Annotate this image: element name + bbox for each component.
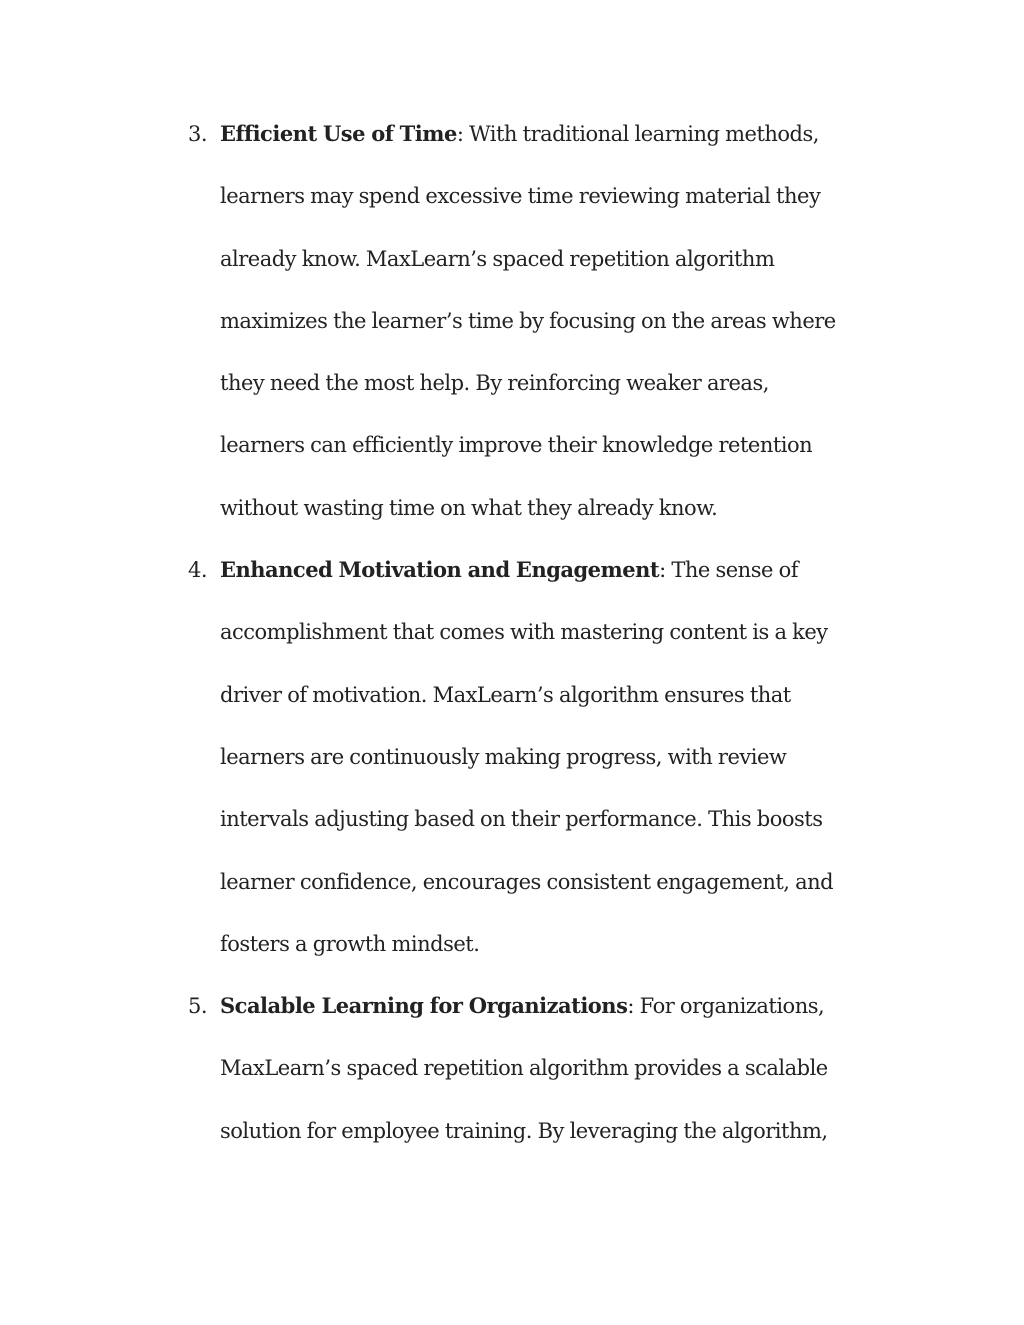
text-line: they need the most help. By reinforcing weaker areas, xyxy=(220,371,769,396)
text-line xyxy=(220,539,920,601)
text-line: accomplishment that comes with mastering content is a key xyxy=(220,620,828,645)
list-number: 4. xyxy=(188,558,208,583)
text-line xyxy=(220,975,920,1037)
list-item-body xyxy=(220,975,920,1162)
item-text: : For organizations, xyxy=(627,994,825,1019)
text-line: intervals adjusting based on their performance. This boosts xyxy=(220,807,823,832)
list-number: 3. xyxy=(188,122,208,146)
text-line: learners may spend excessive time reviewing material they xyxy=(220,184,821,209)
benefits-list xyxy=(0,103,1024,1162)
text-line: MaxLearn’s spaced repetition algorithm provides a scalable xyxy=(220,1056,828,1081)
text-line: already know. MaxLearn’s spaced repetition algorithm xyxy=(220,246,775,271)
text-line xyxy=(220,103,920,165)
text-line: solution for employee training. By leveraging the algorithm, xyxy=(220,1118,828,1143)
text-line: learners can efficiently improve their knowledge retention xyxy=(220,433,813,458)
text-line: learner confidence, encourages consistent engagement, and xyxy=(220,869,834,894)
text-line: maximizes the learner’s time by focusing on the areas where xyxy=(220,308,836,333)
text-line: without wasting time on what they already know. xyxy=(220,495,718,520)
item-term: Efficient Use of Time xyxy=(220,121,457,146)
text-line: fosters a growth mindset. xyxy=(220,931,480,956)
list-item xyxy=(0,103,1024,539)
list-number: 5. xyxy=(188,994,208,1019)
item-text: : With traditional learning methods, xyxy=(456,122,819,146)
text-line: driver of motivation. MaxLearn’s algorithm ensures that xyxy=(220,682,791,707)
item-term: Enhanced Motivation and Engagement xyxy=(220,557,660,583)
list-item-body xyxy=(220,103,920,539)
item-text: : The sense of xyxy=(659,558,799,583)
list-item-body xyxy=(220,539,920,975)
list-item xyxy=(0,539,1024,975)
text-line: learners are continuously making progress, with review xyxy=(220,744,787,769)
item-term: Scalable Learning for Organizations xyxy=(220,993,628,1019)
list-item xyxy=(0,975,1024,1162)
